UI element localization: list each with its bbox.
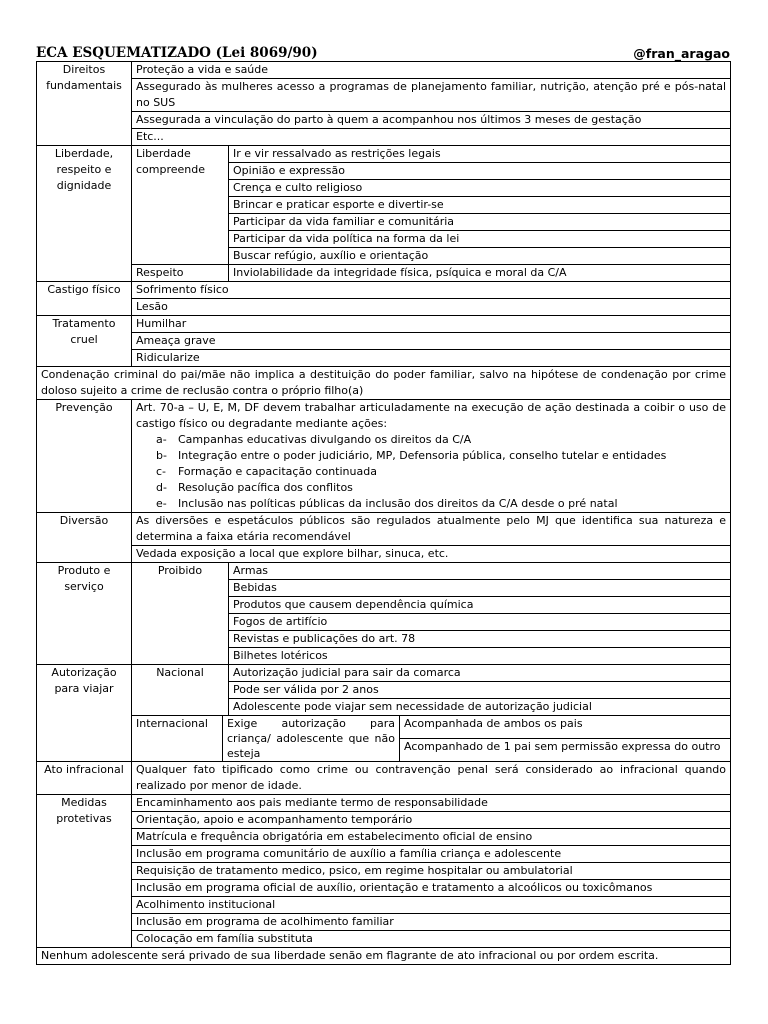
list-item: Lesão (132, 299, 731, 316)
table-row (37, 513, 731, 546)
subcategory-liberdade-compreende: Liberdade compreende (132, 146, 229, 265)
list-item: Ameaça grave (132, 333, 731, 350)
list-item: Participar da vida política na forma da lei (229, 231, 731, 248)
eca-summary-table (36, 61, 731, 965)
table-row (37, 350, 731, 367)
list-item (136, 480, 726, 496)
list-item: Buscar refúgio, auxílio e orientação (229, 248, 731, 265)
list-item: Assegurada a vinculação do parto à quem a acompanhou nos últimos 3 meses de gestação (132, 112, 731, 129)
table-row (37, 762, 731, 795)
table-row (37, 846, 731, 863)
list-item (136, 464, 726, 480)
list-item: Inviolabilidade da integridade física, psíquica e moral da C/A (229, 265, 731, 282)
table-row (37, 367, 731, 400)
list-marker: b- (156, 449, 167, 462)
list-item: Requisição de tratamento medico, psico, em regime hospitalar ou ambulatorial (132, 863, 731, 880)
list-item: Ir e vir ressalvado as restrições legais (229, 146, 731, 163)
table-row (37, 62, 731, 79)
list-item: Adolescente pode viajar sem necessidade de autorização judicial (229, 699, 731, 716)
list-item: Etc... (132, 129, 731, 146)
internacional-condition: Exige autorização para criança/ adolescente que não esteja (223, 716, 400, 762)
table-row (37, 829, 731, 846)
list-marker: d- (156, 481, 167, 494)
list-item-text: Integração entre o poder judiciário, MP, Defensoria pública, conselho tutelar e entidades (178, 449, 667, 462)
list-item: Humilhar (132, 316, 731, 333)
category-medidas-protetivas: Medidas protetivas (37, 795, 132, 948)
list-marker: a- (156, 433, 167, 446)
list-item: Revistas e publicações do art. 78 (229, 631, 731, 648)
list-item (136, 496, 726, 512)
list-item: Acompanhada de ambos os pais (400, 716, 731, 739)
list-item-text: Inclusão nas políticas públicas da inclusão dos direitos da C/A desde o pré natal (178, 497, 618, 510)
list-item: Crença e culto religioso (229, 180, 731, 197)
table-row (37, 948, 731, 965)
category-produto-servico: Produto e serviço (37, 563, 132, 665)
category-castigo-fisico: Castigo físico (37, 282, 132, 316)
table-row (37, 665, 731, 682)
subcategory-internacional: Internacional (132, 716, 223, 762)
list-item: Assegurado às mulheres acesso a programas de planejamento familiar, nutrição, atenção pré e pós-natal no SUS (132, 79, 731, 112)
table-row (37, 546, 731, 563)
list-item: Sofrimento físico (132, 282, 731, 299)
list-item: Orientação, apoio e acompanhamento temporário (132, 812, 731, 829)
table-row (37, 863, 731, 880)
list-marker: e- (156, 497, 167, 510)
table-row (37, 316, 731, 333)
table-row (37, 299, 731, 316)
list-item (136, 448, 726, 464)
category-autorizacao-viajar: Autorização para viajar (37, 665, 132, 762)
subcategory-proibido: Proibido (132, 563, 229, 665)
list-item: Participar da vida familiar e comunitária (229, 214, 731, 231)
table-row (37, 795, 731, 812)
table-row (37, 265, 731, 282)
category-tratamento-cruel: Tratamento cruel (37, 316, 132, 367)
list-item: Acolhimento institucional (132, 897, 731, 914)
category-direitos-fundamentais: Direitos fundamentais (37, 62, 132, 146)
list-item: Inclusão em programa comunitário de auxílio a família criança e adolescente (132, 846, 731, 863)
document-title: ECA ESQUEMATIZADO (Lei 8069/90) (36, 45, 318, 61)
list-item: Fogos de artifício (229, 614, 731, 631)
table-row (37, 716, 731, 739)
list-item: Matrícula e frequência obrigatória em estabelecimento oficial de ensino (132, 829, 731, 846)
list-item: Colocação em família substituta (132, 931, 731, 948)
subcategory-respeito: Respeito (132, 265, 229, 282)
ato-infracional-text: Qualquer fato tipificado como crime ou contravenção penal será considerado ao infracional quando realizado por menor de idade. (132, 762, 731, 795)
table-row (37, 282, 731, 299)
prevencao-content (132, 400, 731, 513)
list-item: Ridicularize (132, 350, 731, 367)
table-row (37, 931, 731, 948)
list-item (136, 432, 726, 448)
table-row (37, 812, 731, 829)
category-prevencao: Prevenção (37, 400, 132, 513)
table-row (37, 112, 731, 129)
footer-note: Nenhum adolescente será privado de sua liberdade senão em flagrante de ato infracional ou por ordem escrita. (37, 948, 731, 965)
list-item: Opinião e expressão (229, 163, 731, 180)
list-item: Produtos que causem dependência química (229, 597, 731, 614)
list-item: Inclusão em programa oficial de auxílio, orientação e tratamento a alcoólicos ou toxicômanos (132, 880, 731, 897)
list-item: Vedada exposição a local que explore bilhar, sinuca, etc. (132, 546, 731, 563)
table-row (37, 146, 731, 163)
table-row (37, 333, 731, 350)
page-header (36, 41, 730, 61)
table-row (37, 880, 731, 897)
table-row (37, 563, 731, 580)
list-item: Bebidas (229, 580, 731, 597)
table-row (37, 129, 731, 146)
list-item: Brincar e praticar esporte e divertir-se (229, 197, 731, 214)
list-item: Pode ser válida por 2 anos (229, 682, 731, 699)
prevencao-intro: Art. 70-a – U, E, M, DF devem trabalhar articuladamente na execução de ação destinada a coibir o uso de castigo físico ou degradante mediante ações: (136, 401, 727, 430)
table-row (37, 914, 731, 931)
list-item: Inclusão em programa de acolhimento familiar (132, 914, 731, 931)
list-item: As diversões e espetáculos públicos são regulados atualmente pelo MJ que identifica sua natureza e determina a faixa etária recomendável (132, 513, 731, 546)
prevencao-list (136, 432, 726, 512)
category-diversao: Diversão (37, 513, 132, 563)
list-item: Encaminhamento aos pais mediante termo de responsabilidade (132, 795, 731, 812)
category-ato-infracional: Ato infracional (37, 762, 132, 795)
list-marker: c- (156, 465, 167, 478)
author-handle: @fran_aragao (633, 46, 730, 61)
list-item-text: Formação e capacitação continuada (178, 465, 377, 478)
table-row (37, 897, 731, 914)
list-item: Acompanhado de 1 pai sem permissão expressa do outro (400, 739, 731, 762)
condenacao-note: Condenação criminal do pai/mãe não implica a destituição do poder familiar, salvo na hipótese de condenação por crime doloso sujeito a crime de reclusão contra o próprio filho(a) (37, 367, 731, 400)
table-row (37, 79, 731, 112)
list-item-text: Resolução pacífica dos conflitos (178, 481, 353, 494)
list-item: Armas (229, 563, 731, 580)
table-row (37, 400, 731, 513)
list-item: Proteção a vida e saúde (132, 62, 731, 79)
subcategory-nacional: Nacional (132, 665, 229, 716)
category-liberdade: Liberdade, respeito e dignidade (37, 146, 132, 282)
list-item: Bilhetes lotéricos (229, 648, 731, 665)
list-item: Autorização judicial para sair da comarca (229, 665, 731, 682)
list-item-text: Campanhas educativas divulgando os direitos da C/A (178, 433, 472, 446)
